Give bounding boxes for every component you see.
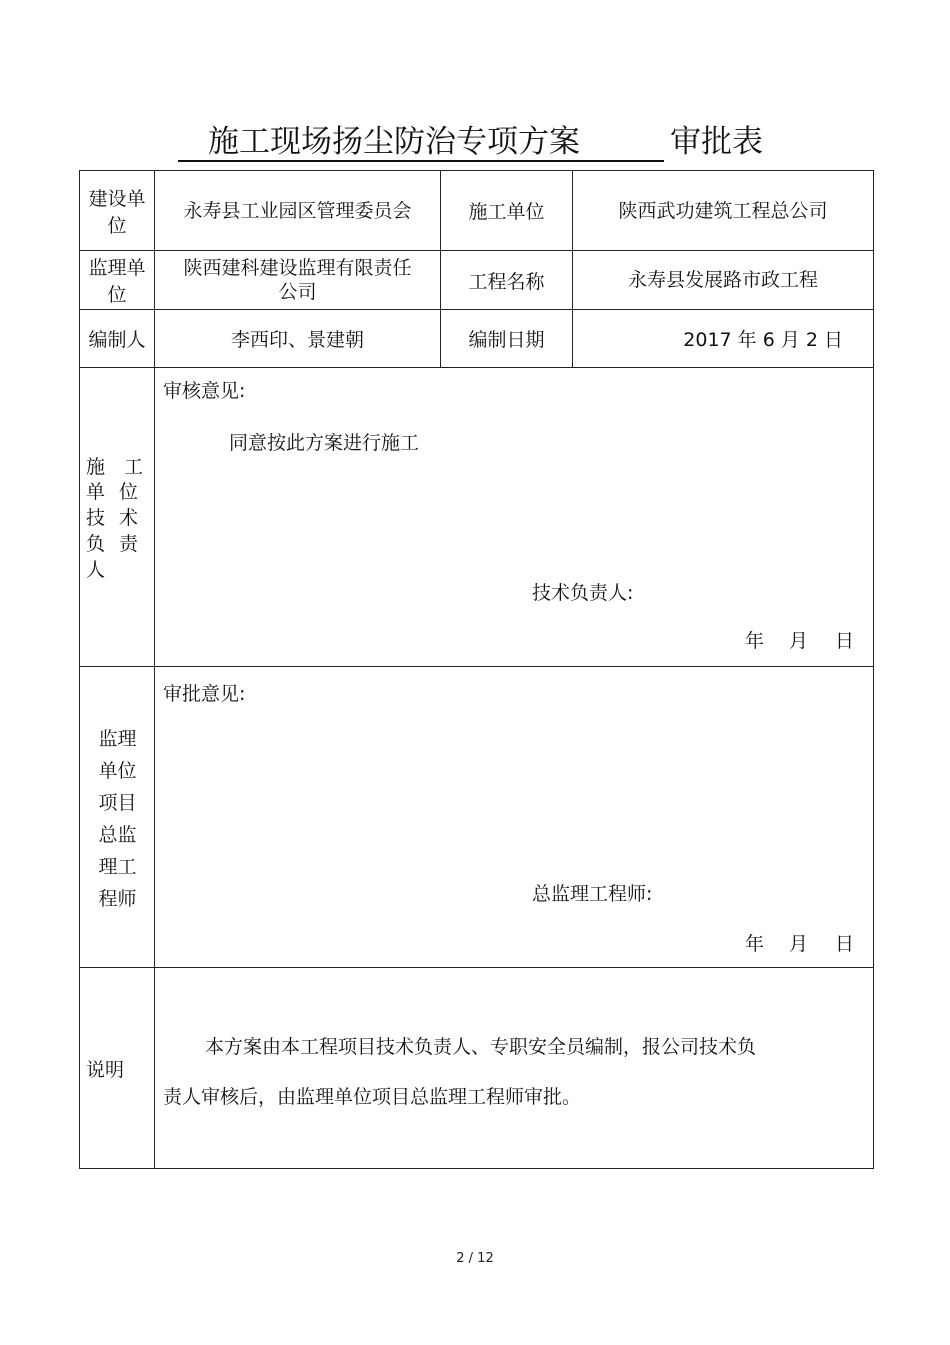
approval-label-line3: 项目 xyxy=(98,792,137,814)
review-signer-label: 技术负责人: xyxy=(532,582,634,604)
approval-label-line4: 总监 xyxy=(98,824,137,846)
approval-date-day: 日 xyxy=(835,933,855,955)
approval-date-year: 年 xyxy=(745,933,765,955)
value-date-text: 2017 年 6 月 2 日 xyxy=(683,329,843,351)
value-construction-unit: 永寿县工业园区管理委员会 xyxy=(155,171,441,251)
info-row-supervision xyxy=(80,251,874,310)
note-line2: 责人审核后，由监理单位项目总监理工程师审批。 xyxy=(163,1086,582,1108)
form-title xyxy=(0,118,950,166)
approval-date-month: 月 xyxy=(789,933,809,955)
label-date: 编制日期 xyxy=(441,310,573,368)
review-label-line3: 技术 xyxy=(86,507,153,529)
review-label-line5: 人 xyxy=(86,559,106,581)
approval-label-block xyxy=(80,723,155,915)
review-label-line1: 施 工 xyxy=(86,456,144,478)
review-section xyxy=(80,368,874,667)
review-date-day: 日 xyxy=(835,630,855,652)
review-date-year: 年 xyxy=(745,630,765,652)
label-author: 编制人 xyxy=(80,310,155,368)
approval-label-line2: 单位 xyxy=(98,760,137,782)
note-line1: 本方案由本工程项目技术负责人、专职安全员编制，报公司技术负 xyxy=(205,1036,757,1058)
review-label-line2: 单位 xyxy=(86,481,153,503)
value-author: 李西印、景建朝 xyxy=(155,310,441,368)
label-project-name: 工程名称 xyxy=(441,251,573,310)
approval-opinion-label: 审批意见: xyxy=(163,683,246,705)
title-underline-right xyxy=(594,160,664,162)
title-suffix: 审批表 xyxy=(670,124,763,160)
title-text: 施工现场扬尘防治专项方案 xyxy=(208,124,580,160)
note-label: 说明 xyxy=(86,1058,125,1081)
approval-label-line6: 程师 xyxy=(98,888,137,910)
label-contractor-unit: 施工单位 xyxy=(441,171,573,251)
note-section xyxy=(80,968,874,1169)
value-date xyxy=(573,310,874,368)
label-supervision-unit: 监理单位 xyxy=(80,251,155,310)
review-content-cell xyxy=(155,368,874,667)
review-label-cell xyxy=(80,368,155,667)
review-label-line4: 负责 xyxy=(86,533,153,555)
note-label-cell xyxy=(80,968,155,1169)
review-opinion-label: 审核意见: xyxy=(163,380,246,402)
note-content-cell xyxy=(155,968,874,1169)
value-supervision-unit xyxy=(155,251,441,310)
review-opinion-text: 同意按此方案进行施工 xyxy=(229,432,420,454)
approval-signer-label: 总监理工程师: xyxy=(532,883,653,905)
value-project-name: 永寿县发展路市政工程 xyxy=(573,251,874,310)
review-label-block xyxy=(86,479,153,583)
approval-label-cell xyxy=(80,667,155,968)
approval-form-table xyxy=(79,170,874,1169)
value-contractor-unit: 陕西武功建筑工程总公司 xyxy=(573,171,874,251)
value-supervision-line1: 陕西建科建设监理有限责任 xyxy=(183,257,412,279)
label-construction-unit: 建设单位 xyxy=(80,171,155,251)
info-row-author xyxy=(80,310,874,368)
info-row-construction xyxy=(80,171,874,251)
approval-content-cell xyxy=(155,667,874,968)
review-date-month: 月 xyxy=(789,630,809,652)
page-number: 2 / 12 xyxy=(456,1251,494,1266)
value-supervision-line2: 公司 xyxy=(278,281,317,303)
approval-label-line1: 监理 xyxy=(98,728,137,750)
approval-label-line5: 理工 xyxy=(98,856,137,878)
approval-section xyxy=(80,667,874,968)
